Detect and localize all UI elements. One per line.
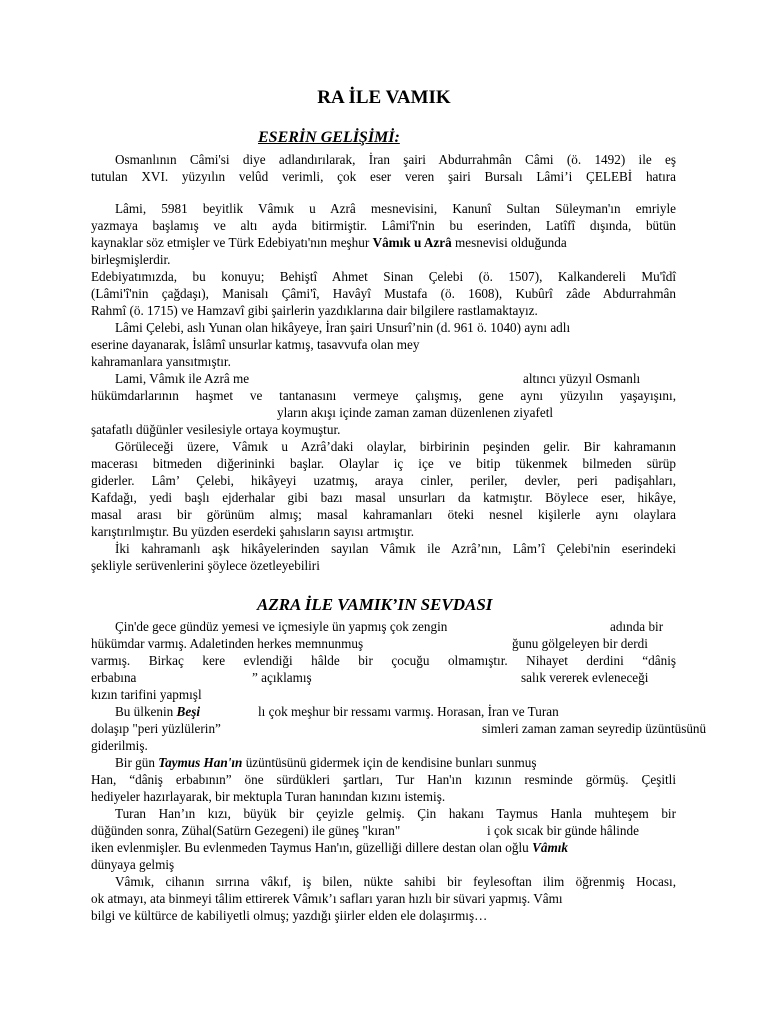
text-line: (Lâmi'î'nin çağdaşı), Manisalı Çâmi'î, Havâyî Mustafa (ö. 1608), Kubûrî zâde Abdurrahmân	[91, 286, 676, 301]
text-line: Bu ülkenin Beşi	[115, 704, 200, 719]
text-line: dünyaya gelmiş	[91, 857, 175, 872]
text-line: eserine dayanarak, İslâmî unsurlar katmış, tasavvufa olan mey	[91, 337, 420, 352]
text-line: hediyeler hazırlayarak, bir mektupla Turan hanından kızını istemiş.	[91, 789, 446, 804]
text-line: simleri zaman zaman seyredip üzüntüsünü	[482, 721, 707, 736]
text-line: tutulan XVI. yüzyılın velûd verimli, çok eser veren şairi Bursalı Lâmi’i ÇELEBİ hatıra	[91, 169, 676, 184]
text-line: birleşmişlerdir.	[91, 252, 171, 267]
text-line: Turan Han’ın kızı, büyük bir çeyizle gelmiş. Çin hakanı Taymus Hanla muhteşem bir	[115, 806, 676, 821]
text-line: dolaşıp "peri yüzlülerin”	[91, 721, 221, 736]
text-line: şatafatlı düğünler vesilesiyle ortaya koymuştur.	[91, 422, 341, 437]
text-line: Bir gün Taymus Han'ın üzüntüsünü gidermek için de kendisine bunları sunmuş	[115, 755, 537, 770]
name-vamik: Vâmık	[532, 840, 568, 855]
text-line: ok atmayı, ata binmeyi tâlim ettirerek Vâmık’ı safları yaran hızlı bir süvari yapmış. Vâmı	[91, 891, 563, 906]
text-line: i çok sıcak bir günde hâlinde	[487, 823, 639, 838]
text-line: ğunu gölgeleyen bir derdi	[512, 636, 648, 651]
text-line: Lâmi, 5981 beyitlik Vâmık u Azrâ mesnevisini, Kanunî Sultan Süleyman'ın emriyle	[115, 201, 676, 216]
text-line: iken evlenmişler. Bu evlenmeden Taymus Han'ın, güzelliği dillere destan olan oğlu Vâmık	[91, 840, 568, 855]
section-heading-eserin-gelisimi: ESERİN GELİŞİMİ:	[258, 129, 400, 146]
text-line: İki kahramanlı aşk hikâyelerinden sayılan Vâmık ile Azrâ’nın, Lâm’î Çelebi'nin eserindeki	[115, 541, 676, 556]
name-besi: Beşi	[176, 704, 200, 719]
text-line: kahramanlara yansıtmıştır.	[91, 354, 231, 369]
text-line: Lâmi Çelebi, aslı Yunan olan hikâyeye, İran şairi Unsurî’nin (d. 961 ö. 1040) aynı adlı	[115, 320, 571, 335]
section-heading-azra-ile-vamik: AZRA İLE VAMIK’IN SEVDASI	[257, 595, 493, 614]
text-line: varmış. Birkaç kere evlendiği hâlde bir çocuğu olmamıştır. Nihayet derdini “dâniş	[91, 653, 676, 668]
bold-term-vamik-u-azra: Vâmık u Azrâ	[372, 235, 452, 250]
text-line: altıncı yüzyıl Osmanlı	[523, 371, 641, 386]
text-line: erbabına	[91, 670, 137, 685]
text-line: hükümdarlarının haşmet ve tantanasını vermeye çalışmış, gene aynı yüzyılın yaşayışını,	[91, 388, 676, 403]
text-line: karıştırılmıştır. Bu yüzden eserdeki şahısların sayısı artmıştır.	[91, 524, 415, 539]
text-line: giderler. Lâm’ Çelebi, hikâyeyi uzatmış, araya cinler, periler, devler, peri padişahları,	[91, 473, 676, 488]
text-line: Han, “dâniş erbabının” öne sürdükleri şartları, Tur Han'ın kızının resminde görmüş. Çeşitli	[91, 772, 676, 787]
text-line: Rahmî (ö. 1715) ve Hamzavî gibi şairlerin yazdıklarına dair bilgilere rastlamaktayız.	[91, 303, 538, 318]
text-line: yların akışı içinde zaman zaman düzenlenen ziyafetl	[277, 405, 554, 420]
text-line: ” açıklamış	[252, 670, 312, 685]
text-line: adında bir	[610, 619, 664, 634]
text-line: bilgi ve kültürce de kabiliyetli olmuş; yazdığı şiirler elden ele dolaşırmış…	[91, 908, 488, 923]
text-line: salık vererek evleneceği	[521, 670, 649, 685]
text-line: düğünden sonra, Zühal(Satürn Gezegeni) ile güneş "kıran"	[91, 823, 401, 838]
text-line: Vâmık, cihanın sırrına vâkıf, iş bilen, nükte sahibi bir feylesoftan ilim öğrenmiş Hocası,	[115, 874, 676, 889]
text-line: Osmanlının Câmi'si diye adlandırılarak, İran şairi Abdurrahmân Câmi (ö. 1492) ile eş	[115, 152, 676, 167]
text-line: yazmaya başlamış ve altı ayda bitirmiştir. Lâmi'î'nin bu eserinden, Latîfî dışında, bütün	[91, 218, 676, 233]
text-line: Çin'de gece gündüz yemesi ve içmesiyle ün yapmış çok zengin	[115, 619, 448, 634]
text-line: hükümdar varmış. Adaletinden herkes memnunmuş	[91, 636, 364, 651]
text-line: lı çok meşhur bir ressamı varmış. Horasan, İran ve Turan	[258, 704, 559, 719]
text-line: macerası bitmeden diğerininki başlar. Olaylar iç içe ve bitip tükenmek bilmeden sürüp	[91, 456, 676, 471]
text-line: kaynaklar söz etmişler ve Türk Edebiyatı'nın meşhur Vâmık u Azrâ mesnevisi olduğunda	[91, 235, 567, 250]
text-line: Kafdağı, yedi başlı ejderhalar gibi bazı masal unsurları da katmıştır. Böylece eser, hikâye,	[91, 490, 676, 505]
text-line: kızın tarifini yapmışl	[91, 687, 202, 702]
name-taymus-han: Taymus Han'ın	[158, 755, 243, 770]
text-line: giderilmiş.	[91, 738, 148, 753]
text-line: Görüleceği üzere, Vâmık u Azrâ’daki olaylar, birbirinin peşinden gelir. Bir kahramanın	[115, 439, 676, 454]
text-line: Edebiyatımızda, bu konuyu; Behiştî Ahmet Sinan Çelebi (ö. 1507), Kalkandereli Mu'îdî	[91, 269, 676, 284]
text-line: şekliyle serüvenlerini şöylece özetleyebiliri	[91, 558, 320, 573]
text-line: Lami, Vâmık ile Azrâ me	[115, 371, 250, 386]
text-line: masal arası bir görünüm almış; masal kahramanları öteki nesnel kişilerle aynı olaylara	[91, 507, 676, 522]
document-title: RA İLE VAMIK	[317, 87, 451, 108]
